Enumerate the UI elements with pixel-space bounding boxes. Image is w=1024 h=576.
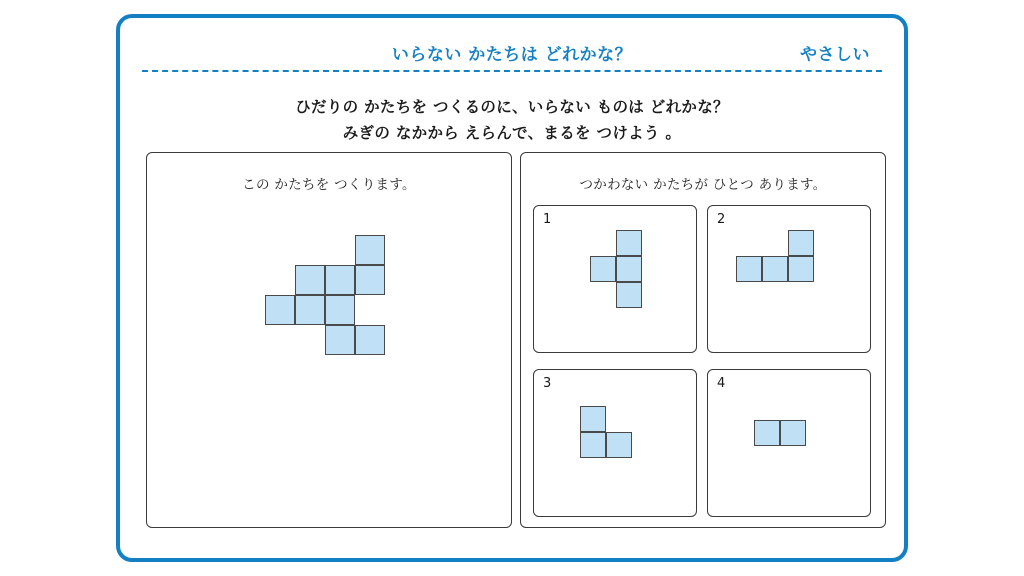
options-panel [520,152,886,528]
options-caption: つかわない かたちが ひとつ あります。 [579,177,827,193]
option-shape-3 [534,370,696,516]
shape-cell [762,256,788,282]
shape-cell [580,432,606,458]
shape-cell [606,432,632,458]
shape-cell [780,420,806,446]
shape-cell [590,256,616,282]
target-shape-caption: この かたちを つくります。 [242,177,416,193]
worksheet-header [120,18,904,70]
option-3-number: 3 [543,376,552,391]
instruction-line-1: ひだりの かたちを つくるのに、いらない ものは どれかな？ [295,98,729,116]
target-shape-panel [146,152,512,528]
shape-cell [580,406,606,432]
target-shape-area [147,199,511,519]
shape-cell [295,295,325,325]
shape-cell [736,256,762,282]
instruction-line-2: みぎの なかから えらんで、まるを つけよう 。 [342,124,682,142]
shape-cell [325,325,355,355]
option-1-number: 1 [543,212,552,227]
shape-cell [788,256,814,282]
option-4-number: 4 [717,376,726,391]
shape-cell [616,282,642,308]
shape-cell [616,256,642,282]
shape-cell [355,325,385,355]
option-2[interactable] [707,205,871,353]
shape-cell [325,265,355,295]
shape-cell [265,295,295,325]
option-4[interactable] [707,369,871,517]
shape-cell [616,230,642,256]
page-title: いらない かたちは どれかな？ [391,45,633,65]
worksheet-card [116,14,908,562]
option-2-number: 2 [717,212,726,227]
option-3[interactable] [533,369,697,517]
shape-cell [355,235,385,265]
instructions [120,94,904,146]
shape-cell [788,230,814,256]
difficulty-label: やさしい [800,45,870,65]
shape-cell [295,265,325,295]
shape-cell [325,295,355,325]
option-1[interactable] [533,205,697,353]
option-shape-1 [534,206,696,352]
shape-cell [355,265,385,295]
header-divider [142,70,882,72]
option-shape-2 [708,206,870,352]
options-grid [533,205,875,517]
option-shape-4 [708,370,870,516]
shape-cell [754,420,780,446]
